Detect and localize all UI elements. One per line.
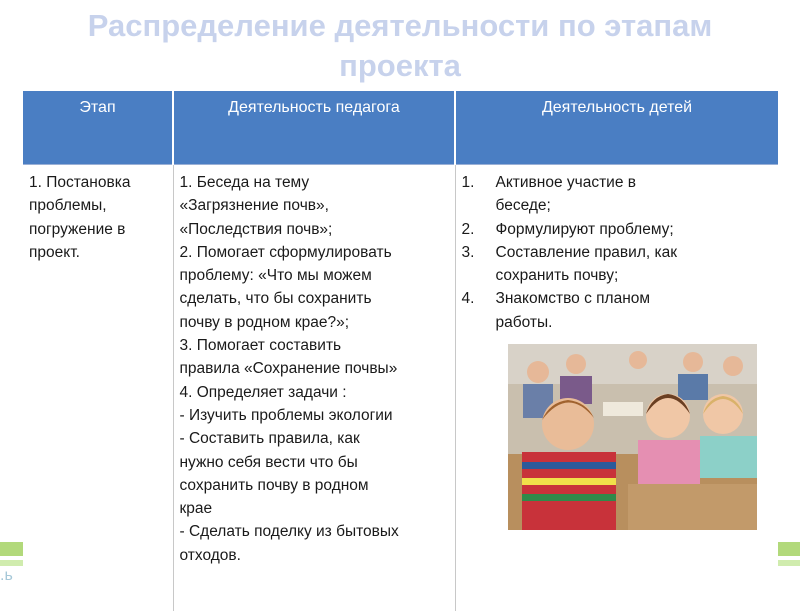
header-stage: Этап <box>23 91 173 165</box>
list-item-number <box>462 194 496 217</box>
teacher-activity-line: сохранить почву в родном <box>180 474 449 497</box>
list-item-number: 4. <box>462 287 496 310</box>
teacher-activity-line: - Составить правила, как <box>180 427 449 450</box>
teacher-activity-text <box>180 171 449 567</box>
list-item-text: Активное участие в <box>496 171 637 194</box>
teacher-activity-line: «Последствия почв»; <box>180 218 449 241</box>
classroom-children-photo <box>508 344 757 530</box>
teacher-activity-line: отходов. <box>180 544 449 567</box>
stage-line: погружение в <box>29 218 167 241</box>
teacher-activity-line: крае <box>180 497 449 520</box>
list-item-number <box>462 264 496 287</box>
teacher-activity-line: 1. Беседа на тему <box>180 171 449 194</box>
children-activity-list <box>462 171 773 334</box>
stage-line: проблемы, <box>29 194 167 217</box>
table-header-row <box>23 91 778 165</box>
list-item-number: 2. <box>462 218 496 241</box>
list-item-number: 1. <box>462 171 496 194</box>
teacher-activity-line: почву в родном крае?»; <box>180 311 449 334</box>
stage-line: проект. <box>29 241 167 264</box>
list-item-text: Составление правил, как <box>496 241 678 264</box>
title-line-2: проекта <box>0 46 800 86</box>
teacher-activity-line: 2. Помогает сформулировать <box>180 241 449 264</box>
teacher-activity-line: «Загрязнение почв», <box>180 194 449 217</box>
list-item-number <box>462 311 496 334</box>
teacher-activity-line: - Изучить проблемы экологии <box>180 404 449 427</box>
teacher-activity-line: проблему: «Что мы можем <box>180 264 449 287</box>
teacher-activity-line: нужно себя вести что бы <box>180 451 449 474</box>
list-item <box>462 194 773 217</box>
list-item-text: сохранить почву; <box>496 264 619 287</box>
list-item-text: Формулируют проблему; <box>496 218 674 241</box>
list-item <box>462 311 773 334</box>
teacher-activity-line: 3. Помогает составить <box>180 334 449 357</box>
title-line-1: Распределение деятельности по этапам <box>0 6 800 46</box>
teacher-activity-line: 4. Определяет задачи : <box>180 381 449 404</box>
list-item <box>462 241 773 264</box>
stage-cell <box>23 165 173 611</box>
list-item <box>462 171 773 194</box>
teacher-activity-cell <box>173 165 455 611</box>
svg-text:.ь: .ь <box>0 567 13 584</box>
stage-line: 1. Постановка <box>29 171 167 194</box>
list-item-text: беседе; <box>496 194 551 217</box>
teacher-activity-line: сделать, что бы сохранить <box>180 287 449 310</box>
list-item <box>462 218 773 241</box>
header-teacher-activity: Деятельность педагога <box>173 91 455 165</box>
teacher-activity-line: правила «Сохранение почвы» <box>180 357 449 380</box>
header-children-activity: Деятельность детей <box>455 91 778 165</box>
list-item-number: 3. <box>462 241 496 264</box>
teacher-activity-line: - Сделать поделку из бытовых <box>180 520 449 543</box>
list-item-text: работы. <box>496 311 553 334</box>
list-item <box>462 264 773 287</box>
list-item-text: Знакомство с планом <box>496 287 651 310</box>
slide-title <box>0 6 800 86</box>
stage-text <box>29 171 167 264</box>
list-item <box>462 287 773 310</box>
